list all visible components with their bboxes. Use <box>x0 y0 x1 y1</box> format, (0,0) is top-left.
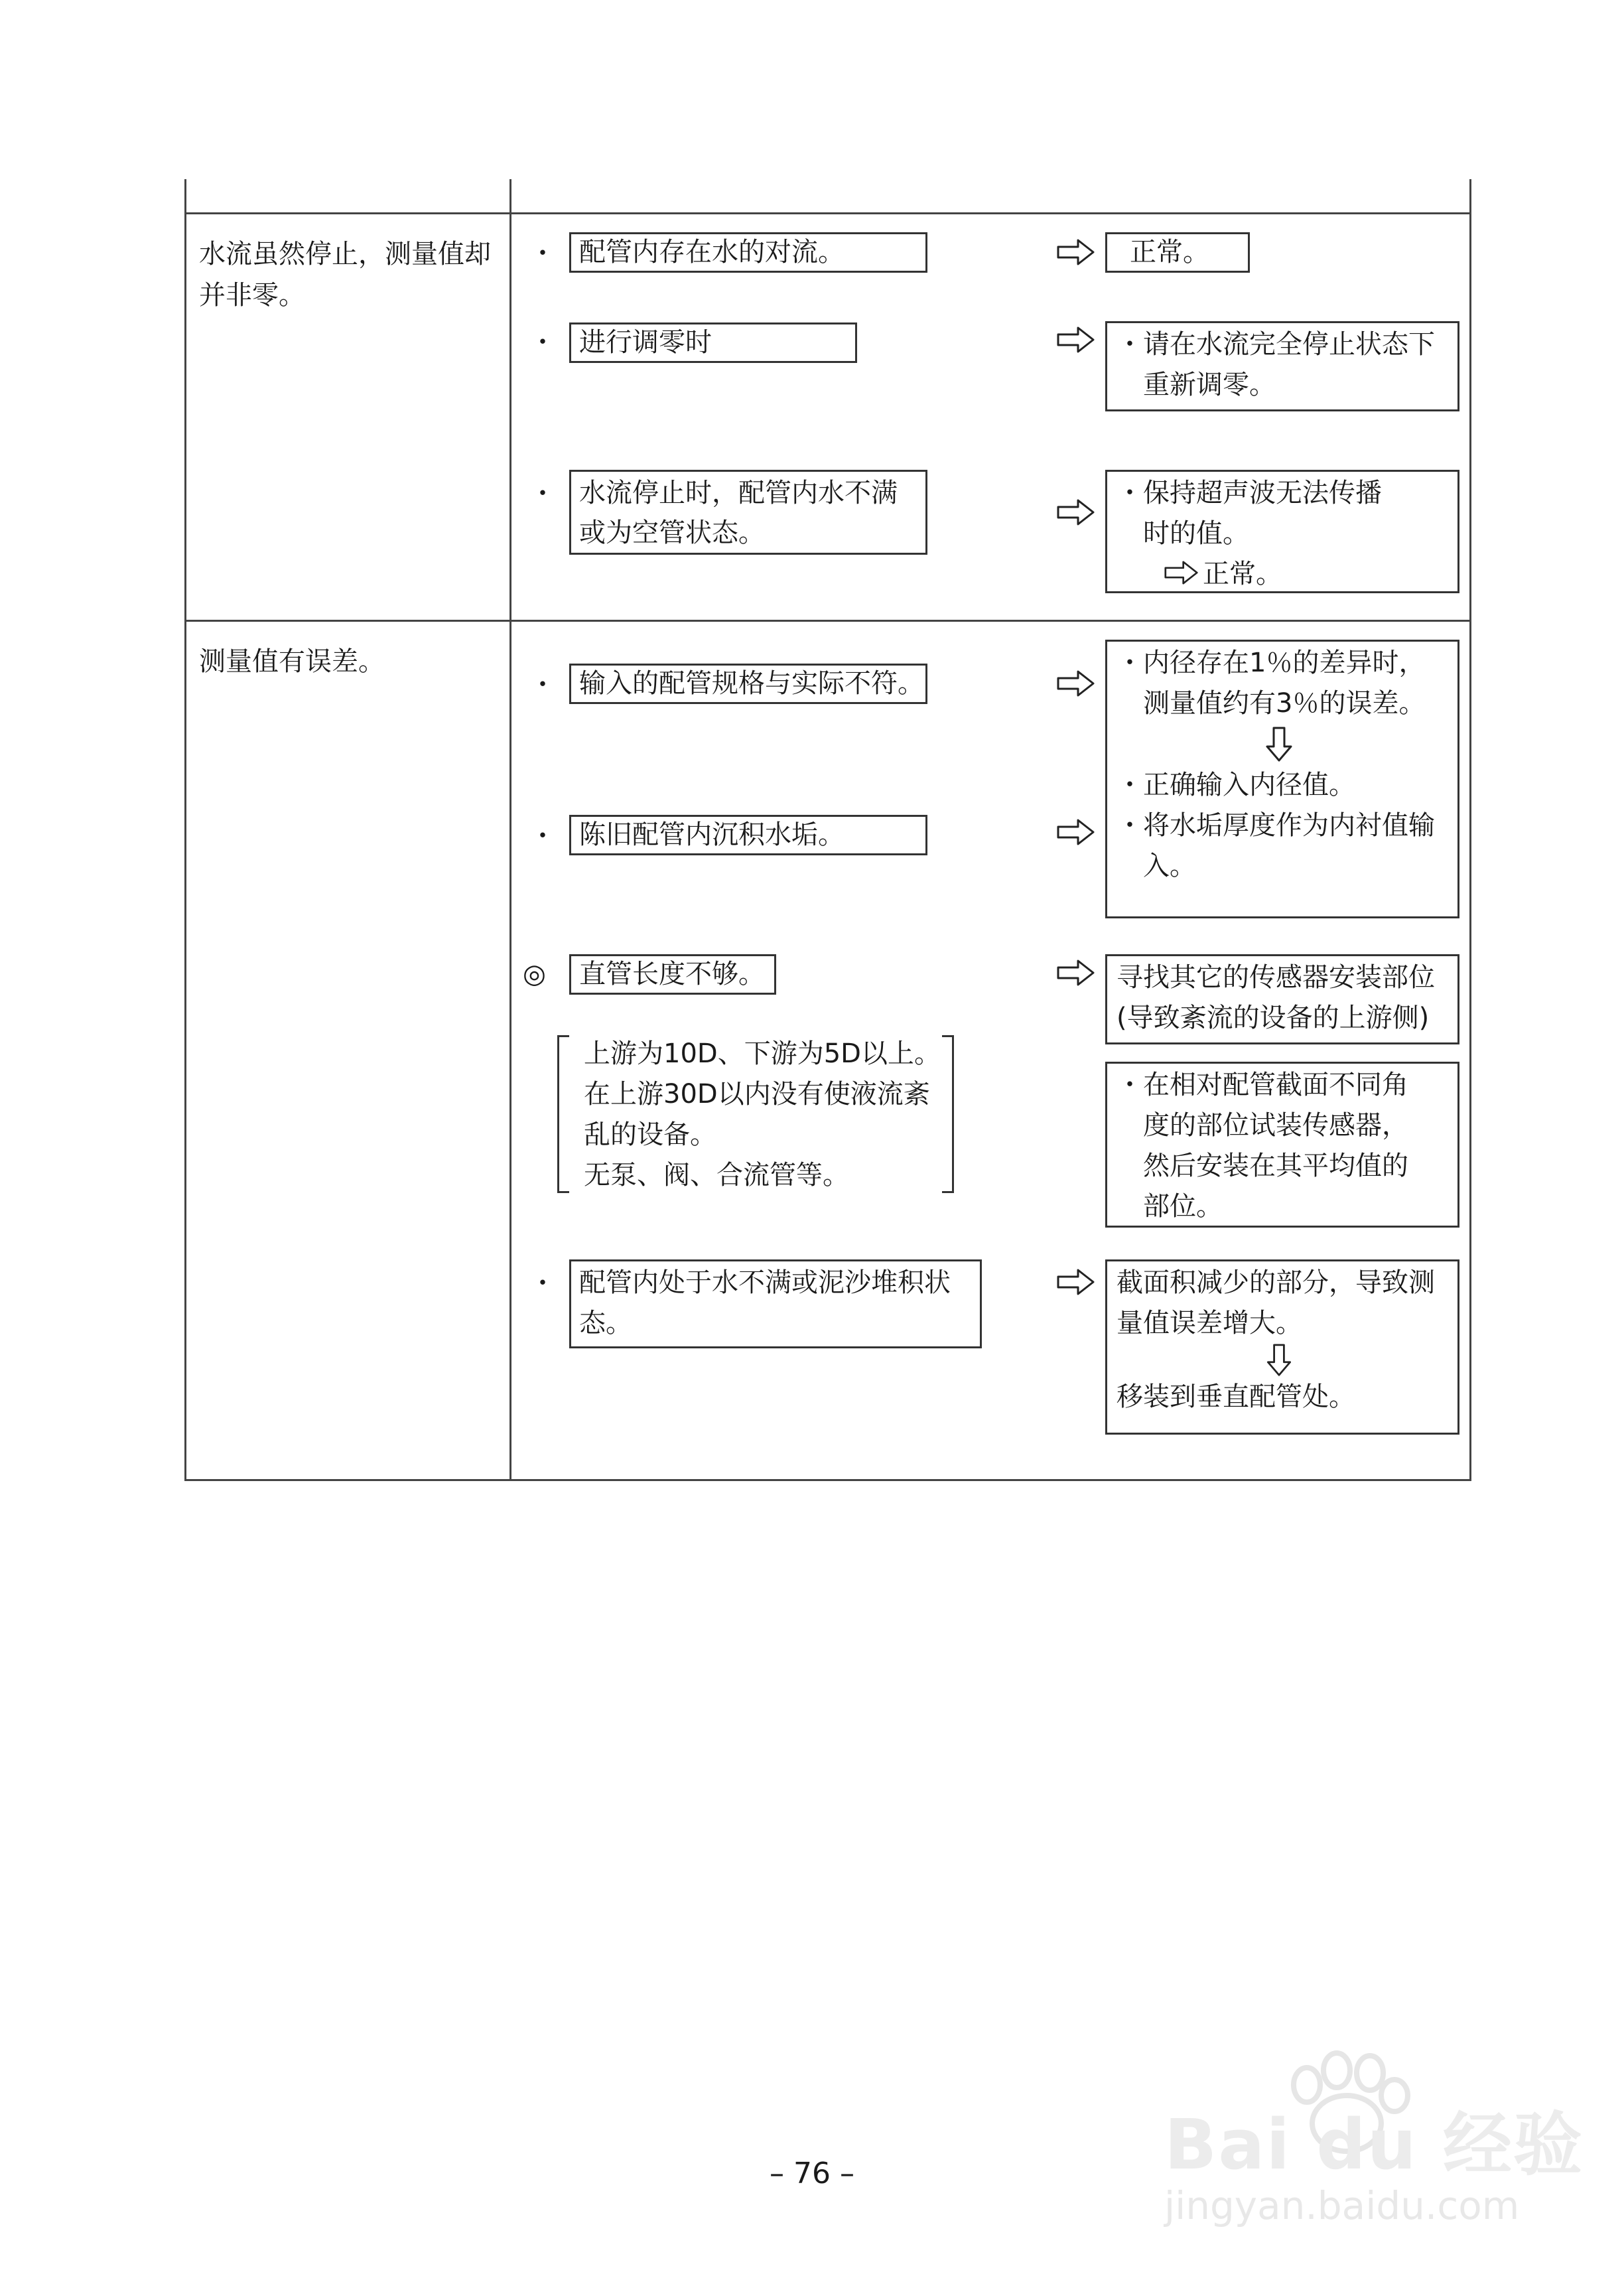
result-text: 然后安装在其平均值的 <box>1116 1151 1408 1181</box>
shared-result-box-pipe-spec <box>1105 640 1459 918</box>
result-text: 截面积减少的部分，导致测 <box>1116 1267 1435 1298</box>
result-text: ・保持超声波无法传播 <box>1116 478 1382 508</box>
result-text: 部位。 <box>1116 1191 1223 1222</box>
cause-text: 进行调零时 <box>579 327 712 358</box>
result-normal-line <box>1116 554 1448 595</box>
result-text: ・请在水流完全停止状态下 <box>1116 329 1435 360</box>
cause-text: 水流停止时，配管内水不满 <box>579 478 898 508</box>
arrow-down-icon <box>1265 1344 1293 1377</box>
arrow-right-icon <box>1057 958 1095 987</box>
cause-box <box>569 322 857 363</box>
table-column-divider <box>509 179 511 1481</box>
cause-text: 输入的配管规格与实际不符。 <box>579 668 924 699</box>
note-line: 上游为10D、下游为5D以上。 <box>584 1038 941 1069</box>
cause-box <box>569 1259 982 1348</box>
result-box <box>1105 470 1459 593</box>
result-text: 寻找其它的传感器安装部位 <box>1116 962 1435 993</box>
table-border-left <box>184 179 186 1481</box>
result-box <box>1105 321 1459 411</box>
cause-text: 配管内处于水不满或泥沙堆积状 <box>579 1267 951 1298</box>
cause-box <box>569 232 927 273</box>
arrow-right-icon <box>1057 669 1095 698</box>
result-text: 时的值。 <box>1116 518 1249 549</box>
result-text: 正常。 <box>1203 559 1282 589</box>
result-text: 度的部位试装传感器， <box>1116 1110 1408 1141</box>
double-circle-marker: ◎ <box>523 959 546 989</box>
bullet-marker: ・ <box>529 670 556 700</box>
result-text: ・内径存在1％的差异时， <box>1116 648 1426 678</box>
bullet-marker: ・ <box>529 478 556 509</box>
category-line: 测量值有误差。 <box>199 646 385 677</box>
result-box <box>1105 232 1250 273</box>
category-cell-measurement-error <box>199 641 385 682</box>
result-box <box>1105 1259 1459 1435</box>
cause-box <box>569 470 927 555</box>
bullet-marker: ・ <box>529 1268 556 1299</box>
result-text: 量值误差增大。 <box>1116 1308 1302 1338</box>
table-border-right <box>1469 179 1471 1481</box>
bullet-marker: ・ <box>529 327 556 358</box>
cause-text: 直管长度不够。 <box>579 959 765 989</box>
result-text: ・正确输入内径值。 <box>1116 770 1355 800</box>
result-text: (导致紊流的设备的上游侧) <box>1116 1003 1430 1033</box>
page-number: – 76 – <box>770 2157 854 2190</box>
arrow-right-icon <box>1057 1267 1095 1297</box>
result-text: 正常。 <box>1130 237 1209 267</box>
note-line: 无泵、阀、合流管等。 <box>584 1160 849 1190</box>
result-text: 测量值约有3％的误差。 <box>1116 688 1426 719</box>
cause-text: 态。 <box>579 1308 632 1338</box>
arrow-right-icon <box>1057 498 1095 527</box>
cause-box <box>569 954 776 995</box>
watermark-brand: Bai du 经验 <box>1164 2104 1584 2185</box>
arrow-down-icon <box>1265 727 1293 762</box>
watermark-url: jingyan.baidu.com <box>1164 2183 1520 2228</box>
category-line: 并非零。 <box>199 280 305 311</box>
result-box <box>1105 1062 1459 1228</box>
row-divider-top <box>184 212 1471 214</box>
cause-box <box>569 815 927 855</box>
cause-text: 陈旧配管内沉积水垢。 <box>579 819 845 850</box>
note-line: 在上游30D以内没有使液流紊 <box>584 1079 930 1109</box>
bracket-left <box>557 1035 569 1193</box>
arrow-right-icon <box>1057 818 1095 847</box>
bracket-right <box>942 1035 954 1193</box>
note-line: 乱的设备。 <box>584 1119 716 1150</box>
result-text: 移装到垂直配管处。 <box>1116 1382 1355 1412</box>
cause-box <box>569 664 927 704</box>
row-divider-middle <box>184 620 1471 622</box>
row-divider-bottom <box>184 1479 1471 1481</box>
straight-pipe-note <box>584 1034 941 1196</box>
bullet-marker: ・ <box>529 238 556 269</box>
result-box <box>1105 954 1459 1044</box>
result-text: ・在相对配管截面不同角 <box>1116 1070 1408 1100</box>
arrow-right-icon <box>1164 559 1199 586</box>
category-line: 水流虽然停止，测量值却 <box>199 239 491 269</box>
cause-text: 配管内存在水的对流。 <box>579 237 845 267</box>
result-text: ・将水垢厚度作为内衬值输 <box>1116 810 1435 841</box>
result-text: 入。 <box>1116 851 1196 881</box>
bullet-marker: ・ <box>529 821 556 851</box>
arrow-right-icon <box>1057 325 1095 354</box>
result-text: 重新调零。 <box>1116 370 1276 400</box>
cause-text: 或为空管状态。 <box>579 518 765 548</box>
category-cell-nonzero-reading <box>199 234 491 316</box>
arrow-right-icon <box>1057 238 1095 267</box>
